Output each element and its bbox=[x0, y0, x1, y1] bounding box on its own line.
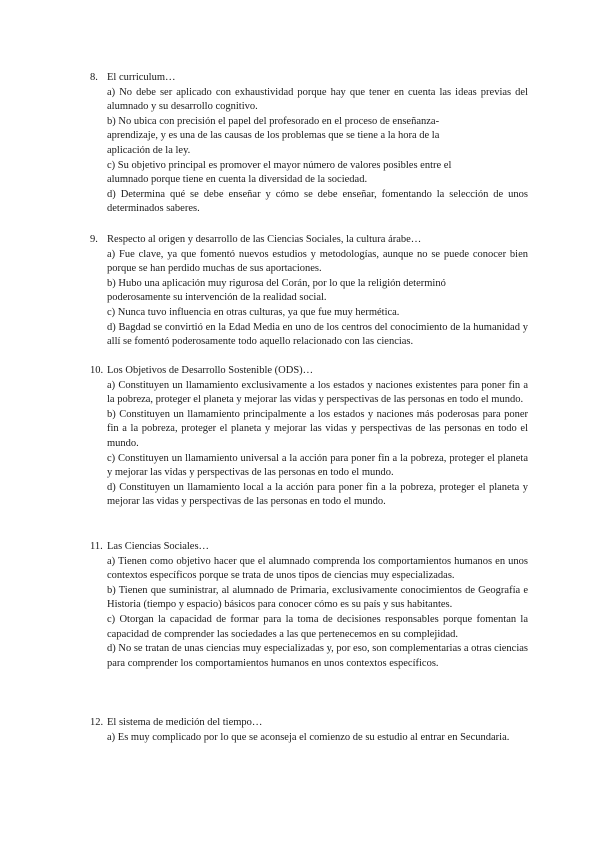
option-d: d) Bagdad se convirtió en la Edad Media en uno de los centros del conocimiento de la humanidad y allí se fomentó poderosamente todo aquello relacionado con las ciencias. bbox=[107, 321, 528, 348]
question-stem: Respecto al origen y desarrollo de las Ciencias Sociales, la cultura árabe… bbox=[107, 234, 422, 245]
question-number: 10. bbox=[90, 365, 104, 376]
option-b: b) Hubo una aplicación muy rigurosa del Corán, por lo que la religión determinó poderosamente su intervención de la realidad social. bbox=[107, 277, 446, 304]
option-a: a) Fue clave, ya que fomentó nuevos estudios y metodologías, aunque no se puede conocer bien porque se han perdido muchas de sus aportaciones. bbox=[107, 248, 528, 275]
option-a: a) Constituyen un llamamiento exclusivamente a los estados y naciones existentes para poner fin a la pobreza, proteger el planeta y mejorar las vidas y perspectivas de las personas en todo el mundo. bbox=[107, 379, 528, 406]
option-c: c) Otorgan la capacidad de formar para la toma de decisiones responsables porque fomentan la capacidad de comprender las sociedades a las que pertenecemos en su complejidad. bbox=[107, 613, 528, 640]
option-a: a) Tienen como objetivo hacer que el alumnado comprenda los comportamientos humanos en unos contextos específicos porque se trata de unos tipos de ciencias muy especializadas. bbox=[107, 555, 528, 582]
question-stem: El sistema de medición del tiempo… bbox=[107, 717, 263, 728]
option-b: b) Constituyen un llamamiento principalmente a los estados y naciones más poderosas para poner fin a la pobreza, proteger el planeta y mejorar las vidas y perspectivas de las personas en todo el mundo. bbox=[107, 408, 528, 449]
question-stem: Las Ciencias Sociales… bbox=[107, 541, 210, 552]
question-number: 12. bbox=[90, 717, 104, 728]
option-d: d) No se tratan de unas ciencias muy especializadas y, por eso, son complementarias a otras ciencias para comprender los comportamientos humanos en unos contextos específicos. bbox=[107, 643, 528, 669]
question-number: 8. bbox=[90, 72, 98, 83]
question-12 bbox=[90, 716, 528, 745]
option-a: a) Es muy complicado por lo que se aconseja el comienzo de su estudio al entrar en Secundaria. bbox=[107, 731, 510, 743]
option-d: d) Determina qué se debe enseñar y cómo se debe enseñar, fomentando la selección de unos determinados saberes. bbox=[107, 188, 528, 215]
option-d: d) Constituyen un llamamiento local a la acción para poner fin a la pobreza, proteger el planeta y mejorar las vidas y perspectivas de las personas en todo el mundo. bbox=[107, 481, 528, 508]
option-b: b) Tienen que suministrar, al alumnado de Primaria, exclusivamente conocimientos de Geografía e Historia (tiempo y espacio) básicos para conocer cómo es su país y sus habitantes. bbox=[107, 584, 528, 611]
question-10 bbox=[90, 364, 528, 510]
option-c: c) Constituyen un llamamiento universal a la acción para poner fin a la pobreza, proteger el planeta y mejorar las vidas y perspectivas de las personas en todo el mundo. bbox=[107, 452, 528, 479]
question-stem: Los Objetivos de Desarrollo Sostenible (ODS)… bbox=[107, 365, 314, 376]
option-b: b) No ubica con precisión el papel del profesorado en el proceso de enseñanza-aprendizaje, y es una de las causas de los problemas que se tiene a la hora de la aplicación de la ley. bbox=[107, 115, 440, 156]
question-9 bbox=[90, 233, 528, 350]
question-stem: El curriculum… bbox=[107, 72, 176, 83]
question-number: 11. bbox=[90, 541, 103, 552]
question-number: 9. bbox=[90, 234, 98, 245]
question-8 bbox=[90, 71, 528, 217]
option-a: a) No debe ser aplicado con exhaustividad porque hay que tener en cuenta las ideas previas del alumnado y su desarrollo cognitivo. bbox=[107, 86, 528, 113]
question-11 bbox=[90, 540, 528, 671]
option-c: c) Su objetivo principal es promover el mayor número de valores posibles entre el alumnado porque tiene en cuenta la diversidad de la sociedad. bbox=[107, 159, 452, 186]
option-c: c) Nunca tuvo influencia en otras culturas, ya que fue muy hermética. bbox=[107, 306, 400, 318]
